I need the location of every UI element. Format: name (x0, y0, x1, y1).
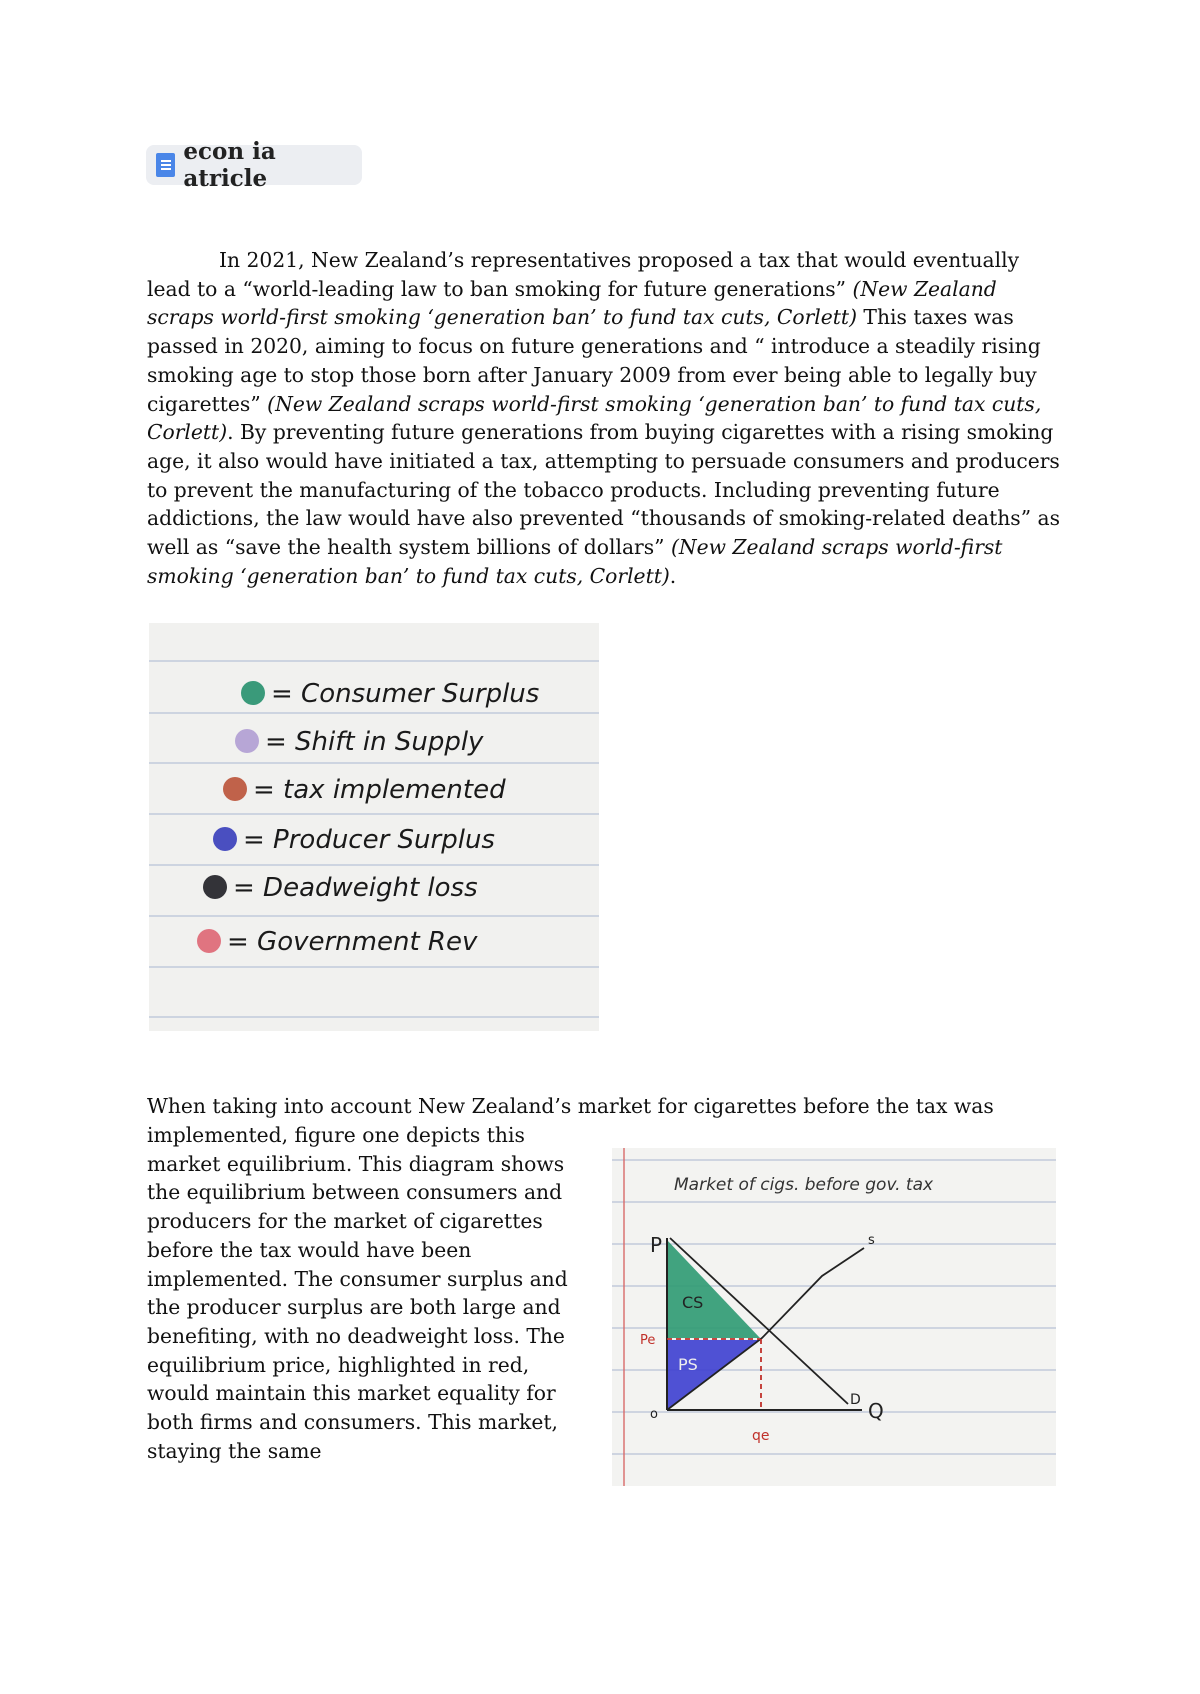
para-text: In 2021, New Zealand’s representatives proposed a tax that would eventually lead to a “world-leading law to ban smoking for future generations” (147, 248, 1020, 301)
citation: (New Zealand scraps world-first smoking ‘generation ban’ to fund tax cuts, Corlett) (147, 391, 1042, 445)
legend-svg (149, 623, 599, 1031)
analysis-paragraph (147, 1121, 587, 1465)
para-text: . By preventing future generations from buying cigarettes with a rising smoking age, it also would have initiated a tax, attempting to persuade consumers and producers to prevent the manufacturing of the tobacco products. Including preventing future addictions, the law would have also prevented “thousands of smoking-related deaths” as well as “save the health system billions of dollars” (147, 420, 1061, 560)
legend-label: = Consumer Surplus (271, 679, 540, 709)
market-graph-figure (612, 1148, 1056, 1486)
citation: (New Zealand scraps world-first smoking ‘generation ban’ to fund tax cuts, Corlett) (147, 535, 1003, 588)
doc-title: econ ia atricle (183, 138, 276, 192)
cs-label: CS (682, 1293, 704, 1312)
para-text: . (669, 563, 677, 588)
legend-swatch (223, 777, 247, 801)
quantity-axis-label: Q (868, 1399, 884, 1423)
analysis-first-line (147, 1092, 1067, 1121)
legend-label: = Shift in Supply (265, 727, 484, 757)
demand-label: D (850, 1392, 861, 1408)
legend-swatch (197, 929, 221, 953)
legend-label: = tax implemented (253, 775, 506, 805)
para-text: When taking into account New Zealand’s market for cigarettes before the tax was (147, 1094, 994, 1118)
para-text: This taxes was passed in 2020, aiming to focus on future generations and “ introduce a steadily rising smoking age to stop those born after January 2009 from ever being able to legally buy cigarettes” (147, 305, 1041, 416)
consumer-surplus-area (667, 1240, 760, 1338)
legend-swatch (203, 875, 227, 899)
doc-title-chip[interactable] (146, 138, 362, 192)
pe-label: Pe (640, 1333, 656, 1348)
legend-swatch (235, 729, 259, 753)
legend-figure (149, 623, 599, 1031)
legend-swatch (241, 681, 265, 705)
citation: (New Zealand scraps world-first smoking ‘generation ban’ to fund tax cuts, Corlett) (147, 276, 997, 330)
legend-label: = Deadweight loss (233, 873, 478, 903)
legend-swatch (213, 827, 237, 851)
legend-label: = Government Rev (227, 927, 478, 957)
price-axis-label: P (650, 1233, 663, 1257)
intro-paragraph (147, 246, 1067, 590)
market-graph-svg (612, 1148, 1056, 1486)
graph-title: Market of cigs. before gov. tax (674, 1175, 934, 1195)
origin-label: o (650, 1407, 658, 1422)
para-text: implemented, figure one depicts this market equilibrium. This diagram shows the equilibrium between consumers and producers for the market of cigarettes before the tax would have been implemented. The consumer surplus and the producer surplus are both large and benefiting, with no deadweight loss. The equilibrium price, highlighted in red, would maintain this market equality for both firms and consumers. This market, staying the same (147, 1123, 568, 1463)
legend-label: = Producer Surplus (243, 825, 495, 855)
google-docs-icon (156, 153, 175, 177)
ps-label: PS (678, 1355, 698, 1374)
qe-label: qe (752, 1428, 770, 1444)
supply-label: s (868, 1233, 875, 1248)
